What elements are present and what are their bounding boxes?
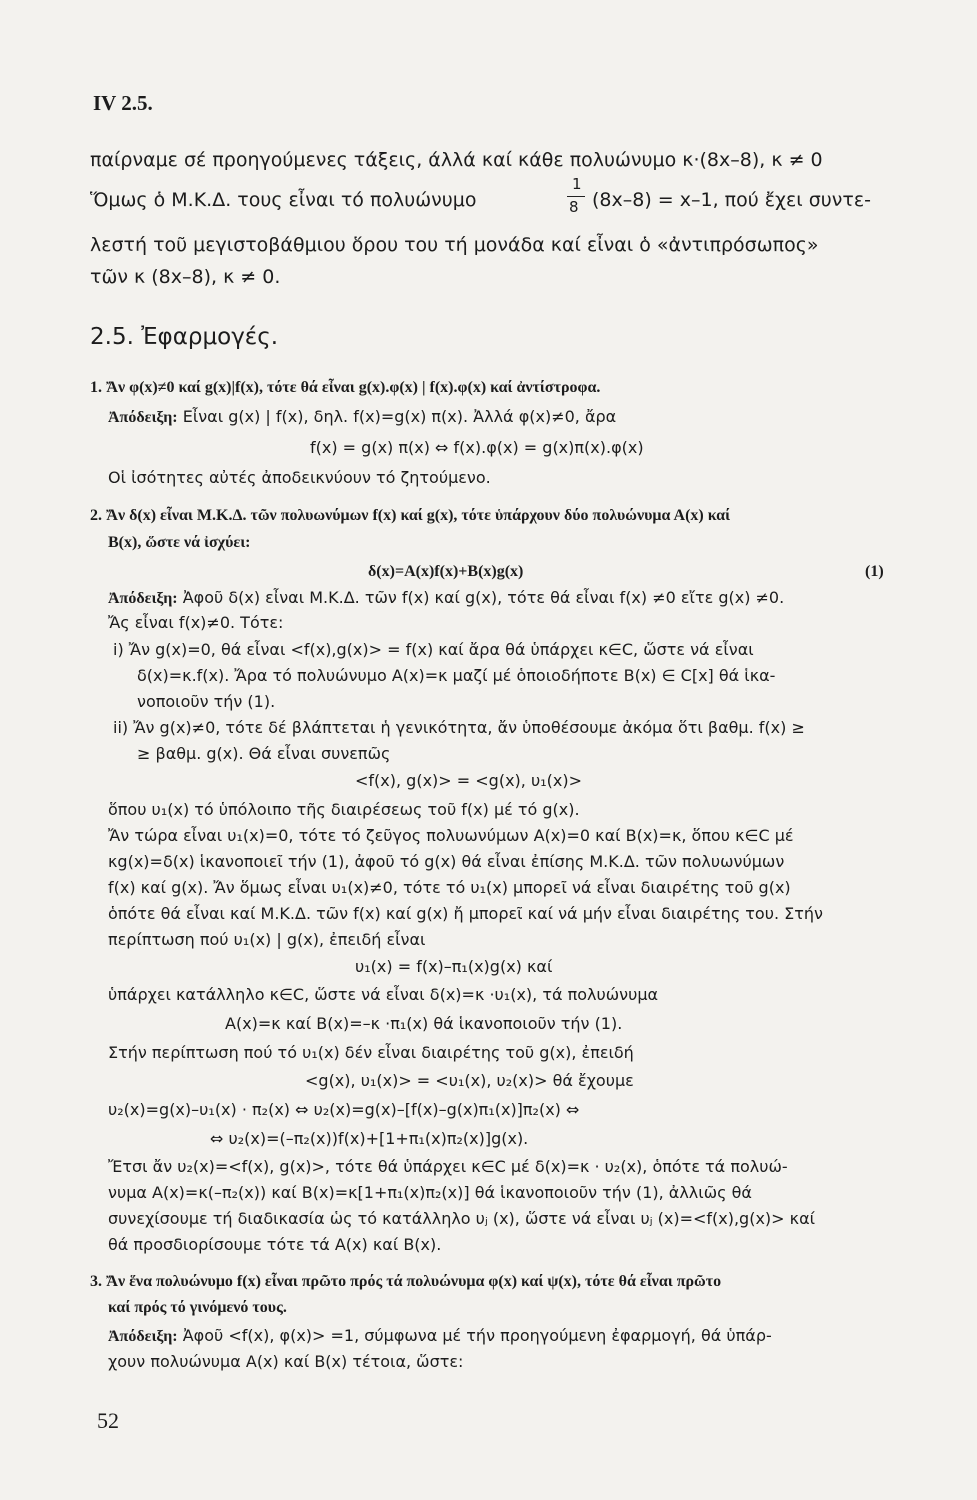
fraction-numerator: 1 <box>572 175 582 193</box>
app2-para-6: περίπτωση πού υ₁(x) | g(x), ἐπειδή εἶναι <box>108 930 426 949</box>
app2-para-1: ὅπου υ₁(x) τό ὑπόλοιπο τῆς διαιρέσεως τοῦ f(x) μέ τό g(x). <box>108 800 580 819</box>
fraction-denominator: 8 <box>569 198 579 216</box>
app2-equation-4: Α(x)=κ καί Β(x)=–κ ·π₁(x) θά ἱκανοποιοῦν τήν (1). <box>225 1014 623 1033</box>
section-title: 2.5. Ἐφαρμογές. <box>90 324 279 350</box>
app2-case-i-2: δ(x)=κ.f(x). Ἄρα τό πολυώνυμο Α(x)=κ μαζί μέ ὁποιοδήποτε Β(x) ∈ C[x] θά ἱκα- <box>137 666 776 685</box>
app2-case-ii-2: ≥ βαθμ. g(x). Θά εἶναι συνεπῶς <box>137 744 391 763</box>
app2-para-5: ὁπότε θά εἶναι καί Μ.Κ.Δ. τῶν f(x) καί g(x) ἤ μπορεῖ καί νά μήν εἶναι διαιρέτης του. Στήν <box>108 904 823 923</box>
app2-let: Ἄς εἶναι f(x)≠0. Τότε: <box>108 613 284 632</box>
app2-para-10: νυμα Α(x)=κ(–π₂(x)) καί Β(x)=κ[1+π₁(x)π₂(x)] θά ἱκανοποιοῦν τήν (1), ἀλλιῶς θά <box>108 1183 752 1202</box>
proof-text: Ἀφοῦ δ(x) εἶναι Μ.Κ.Δ. τῶν f(x) καί g(x), τότε θά εἶναι f(x) ≠0 εἴτε g(x) ≠0. <box>182 588 785 607</box>
app2-para-3: κg(x)=δ(x) ἱκανοποιεῖ τήν (1), ἀφοῦ τό g(x) θά εἶναι ἐπίσης Μ.Κ.Δ. τῶν πολυωνύμων <box>108 852 785 871</box>
app2-case-i-3: νοποιοῦν τήν (1). <box>137 692 276 711</box>
proof-label: Ἀπόδειξη: <box>108 590 178 607</box>
intro-line-3: λεστή τοῦ μεγιστοβάθμιου ὅρου του τή μονάδα καί εἶναι ὁ «ἀντιπρόσωπος» <box>90 234 819 256</box>
proof-label: Ἀπόδειξη: <box>108 1328 178 1345</box>
page-number: 52 <box>97 1408 119 1433</box>
proof-label: Ἀπόδειξη: <box>108 409 178 426</box>
app3-proof <box>108 1325 772 1348</box>
app3-statement-2: καί πρός τό γινόμενό τους. <box>108 1299 287 1316</box>
app2-equation-7: ⇔ υ₂(x)=(–π₂(x))f(x)+[1+π₁(x)π₂(x)]g(x). <box>210 1129 529 1148</box>
app2-para-4: f(x) καί g(x). Ἄν ὅμως εἶναι υ₁(x)≠0, τότε τό υ₁(x) μπορεῖ νά εἶναι διαιρέτης τοῦ g(x) <box>108 878 791 897</box>
app2-statement-2: Β(x), ὥστε νά ἰσχύει: <box>108 534 251 551</box>
app2-para-8: Στήν περίπτωση πού τό υ₁(x) δέν εἶναι διαιρέτης τοῦ g(x), ἐπειδή <box>108 1043 634 1062</box>
app2-para-12: θά προσδιορίσουμε τότε τά Α(x) καί Β(x). <box>108 1235 442 1254</box>
app3-statement-1: 3. Ἄν ἕνα πολυώνυμο f(x) εἶναι πρῶτο πρός τά πολυώνυμα φ(x) καί ψ(x), τότε θά εἶναι πρῶτο <box>90 1273 722 1290</box>
app2-para-2: Ἄν τώρα εἶναι υ₁(x)=0, τότε τό ζεῦγος πολυωνύμων Α(x)=0 καί Β(x)=κ, ὅπου κ∈C μέ <box>108 826 794 845</box>
app2-case-ii-1: ii) Ἄν g(x)≠0, τότε δέ βλάπτεται ἡ γενικότητα, ἄν ὑποθέσουμε ἀκόμα ὅτι βαθμ. f(x) ≥ <box>113 718 805 737</box>
intro-line-4: τῶν κ (8x–8), κ ≠ 0. <box>90 266 281 288</box>
app2-para-11: συνεχίσουμε τή διαδικασία ὡς τό κατάλληλο υⱼ (x), ὥστε νά εἶναι υⱼ (x)=<f(x),g(x)> καί <box>108 1209 816 1228</box>
app2-para-7: ὑπάρχει κατάλληλο κ∈C, ὥστε νά εἶναι δ(x)=κ ·υ₁(x), τά πολυώνυμα <box>108 985 659 1004</box>
fraction-bar <box>567 196 585 197</box>
app2-equation-6: υ₂(x)=g(x)–υ₁(x) · π₂(x) ⇔ υ₂(x)=g(x)–[f(x)–g(x)π₁(x)]π₂(x) ⇔ <box>108 1100 580 1119</box>
intro-line-2a: Ὅμως ὁ Μ.Κ.Δ. τους εἶναι τό πολυώνυμο <box>90 189 477 211</box>
app2-equation-1-tag: (1) <box>865 563 884 580</box>
app2-equation-1: δ(x)=Α(x)f(x)+Β(x)g(x) <box>368 563 524 580</box>
app2-statement-1: 2. Ἄν δ(x) εἶναι Μ.Κ.Δ. τῶν πολυωνύμων f(x) καί g(x), τότε ὑπάρχουν δύο πολυώνυμα Α(x) καί <box>90 507 731 524</box>
intro-line-2b: (8x–8) = x–1, πού ἔχει συντε- <box>592 189 871 211</box>
app3-proof-2: χουν πολυώνυμα Α(x) καί Β(x) τέτοια, ὥστε: <box>108 1352 464 1371</box>
proof-text: Εἶναι g(x) | f(x), δηλ. f(x)=g(x) π(x). Ἀλλά φ(x)≠0, ἄρα <box>182 407 617 426</box>
app1-equation: f(x) = g(x) π(x) ⇔ f(x).φ(x) = g(x)π(x).φ(x) <box>310 438 644 457</box>
intro-line-1: παίρναμε σέ προηγούμενες τάξεις, άλλά καί κάθε πολυώνυμο κ·(8x–8), κ ≠ 0 <box>90 149 823 171</box>
app1-statement: 1. Ἄν φ(x)≠0 καί g(x)|f(x), τότε θά εἶναι g(x).φ(x) | f(x).φ(x) καί ἀντίστροφα. <box>90 379 601 396</box>
app2-equation-2: <f(x), g(x)> = <g(x), υ₁(x)> <box>355 771 582 790</box>
app2-proof <box>108 587 784 610</box>
app2-equation-5: <g(x), υ₁(x)> = <υ₁(x), υ₂(x)> θά ἔχουμε <box>305 1071 634 1090</box>
app2-para-9: Ἔτσι ἄν υ₂(x)=<f(x), g(x)>, τότε θά ὑπάρχει κ∈C μέ δ(x)=κ · υ₂(x), ὁπότε τά πολυώ- <box>108 1157 788 1176</box>
app2-equation-3: υ₁(x) = f(x)–π₁(x)g(x) καί <box>355 957 553 976</box>
app2-case-i-1: i) Ἄν g(x)=0, θά εἶναι <f(x),g(x)> = f(x) καί ἄρα θά ὑπάρχει κ∈C, ὥστε νά εἶναι <box>113 640 754 659</box>
page-header: IV 2.5. <box>93 91 153 115</box>
proof-text: Ἀφοῦ <f(x), φ(x)> =1, σύμφωνα μέ τήν προηγούμενη ἐφαρμογή, θά ὑπάρ- <box>182 1326 772 1345</box>
app1-proof <box>108 406 616 429</box>
app1-conclusion: Οἱ ἰσότητες αὐτές ἀποδεικνύουν τό ζητούμενο. <box>108 468 491 487</box>
